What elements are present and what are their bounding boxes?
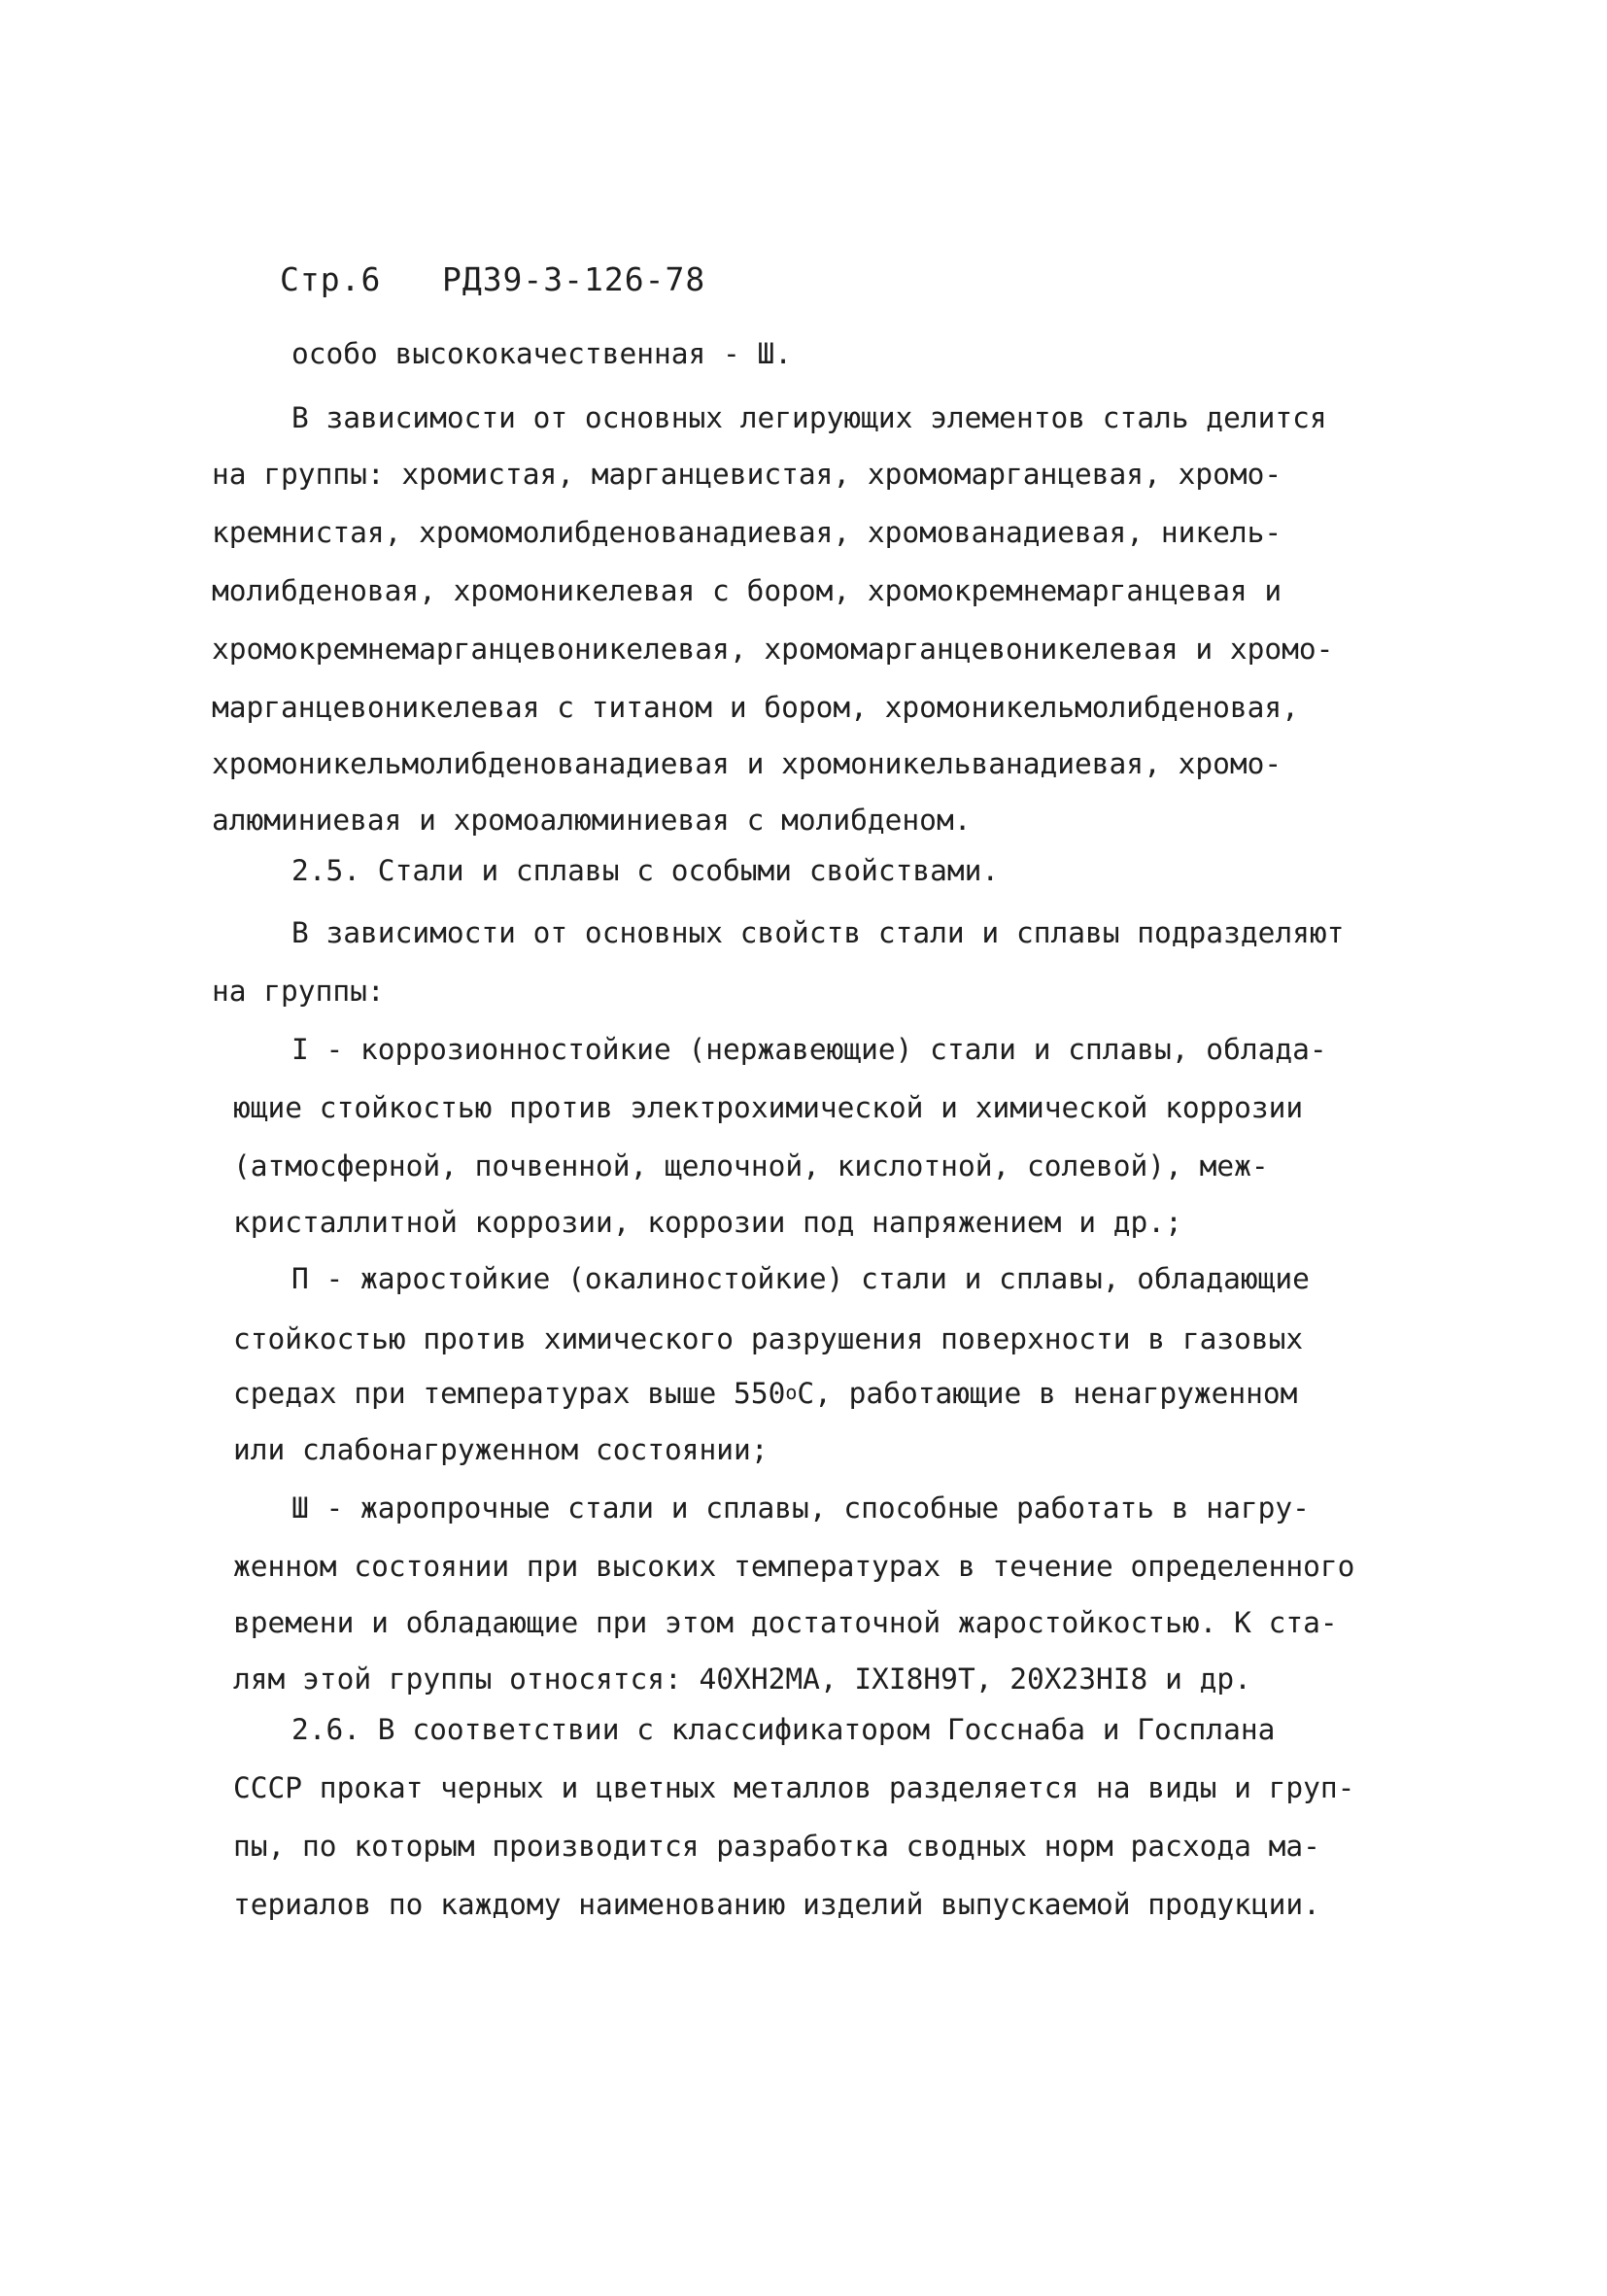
text-line: кристаллитной коррозии, коррозии под напряжением и др.;: [233, 1206, 1182, 1239]
text-line-temperature: [233, 1374, 1297, 1413]
text-line: на группы:: [212, 975, 385, 1008]
text-line: алюминиевая и хромоалюминиевая с молибденом.: [212, 804, 972, 837]
text-line: женном состоянии при высоких температурах в течение определенного: [233, 1550, 1355, 1583]
text-line: В зависимости от основных легирующих элементов сталь делится: [291, 401, 1327, 434]
degree-mark: о: [785, 1381, 798, 1404]
text-line: лям этой группы относятся: 40ХН2МА, IХI8Н9Т, 20Х23НI8 и др.: [233, 1662, 1251, 1696]
text-line: или слабонагруженном состоянии;: [233, 1433, 769, 1466]
text-line: на группы: хромистая, марганцевистая, хромомарганцевая, хромо-: [212, 458, 1282, 491]
text-line: хромокремнемарганцевоникелевая, хромомарганцевоникелевая и хромо-: [212, 633, 1334, 666]
document-code: РД39-3-126-78: [441, 260, 706, 298]
text-line: пы, по которым производится разработка сводных норм расхода ма-: [233, 1830, 1320, 1863]
text-line: ющие стойкостью против электрохимической и химической коррозии: [233, 1091, 1304, 1124]
text-line: I - коррозионностойкие (нержавеющие) стали и сплавы, облада-: [291, 1033, 1327, 1066]
temperature-tail: С, работающие в ненагруженном: [797, 1377, 1298, 1410]
text-line: Ш - жаропрочные стали и сплавы, способные работать в нагру-: [291, 1491, 1310, 1525]
text-line: В зависимости от основных свойств стали и сплавы подразделяют: [291, 916, 1345, 949]
text-line: марганцевоникелевая с титаном и бором, хромоникельмолибденовая,: [212, 691, 1299, 724]
page-number: Стр.6: [280, 260, 382, 298]
text-line: СССР прокат черных и цветных металлов разделяется на виды и груп-: [233, 1771, 1355, 1804]
section-heading-2-5: 2.5. Стали и сплавы с особыми свойствами.: [291, 854, 1000, 887]
text-line: молибденовая, хромоникелевая с бором, хромокремнемарганцевая и: [212, 574, 1282, 607]
text-line: кремнистая, хромомолибденованадиевая, хромованадиевая, никель-: [212, 516, 1282, 549]
text-line: хромоникельмолибденованадиевая и хромоникельванадиевая, хромо-: [212, 747, 1282, 780]
text-line: времени и обладающие при этом достаточной жаростойкостью. К ста-: [233, 1606, 1338, 1639]
text-line: особо высококачественная - Ш.: [291, 337, 793, 370]
section-heading-2-6: 2.6. В соответствии с классификатором Госснаба и Госплана: [291, 1713, 1276, 1746]
page-header: [280, 260, 705, 298]
text-line: (атмосферной, почвенной, щелочной, кислотной, солевой), меж-: [233, 1149, 1269, 1182]
temperature-text: средах при температурах выше 550: [233, 1377, 786, 1410]
text-line: П - жаростойкие (окалиностойкие) стали и сплавы, обладающие: [291, 1262, 1310, 1295]
text-line: стойкостью против химического разрушения поверхности в газовых: [233, 1322, 1304, 1355]
text-line: териалов по каждому наименованию изделий выпускаемой продукции.: [233, 1888, 1320, 1921]
